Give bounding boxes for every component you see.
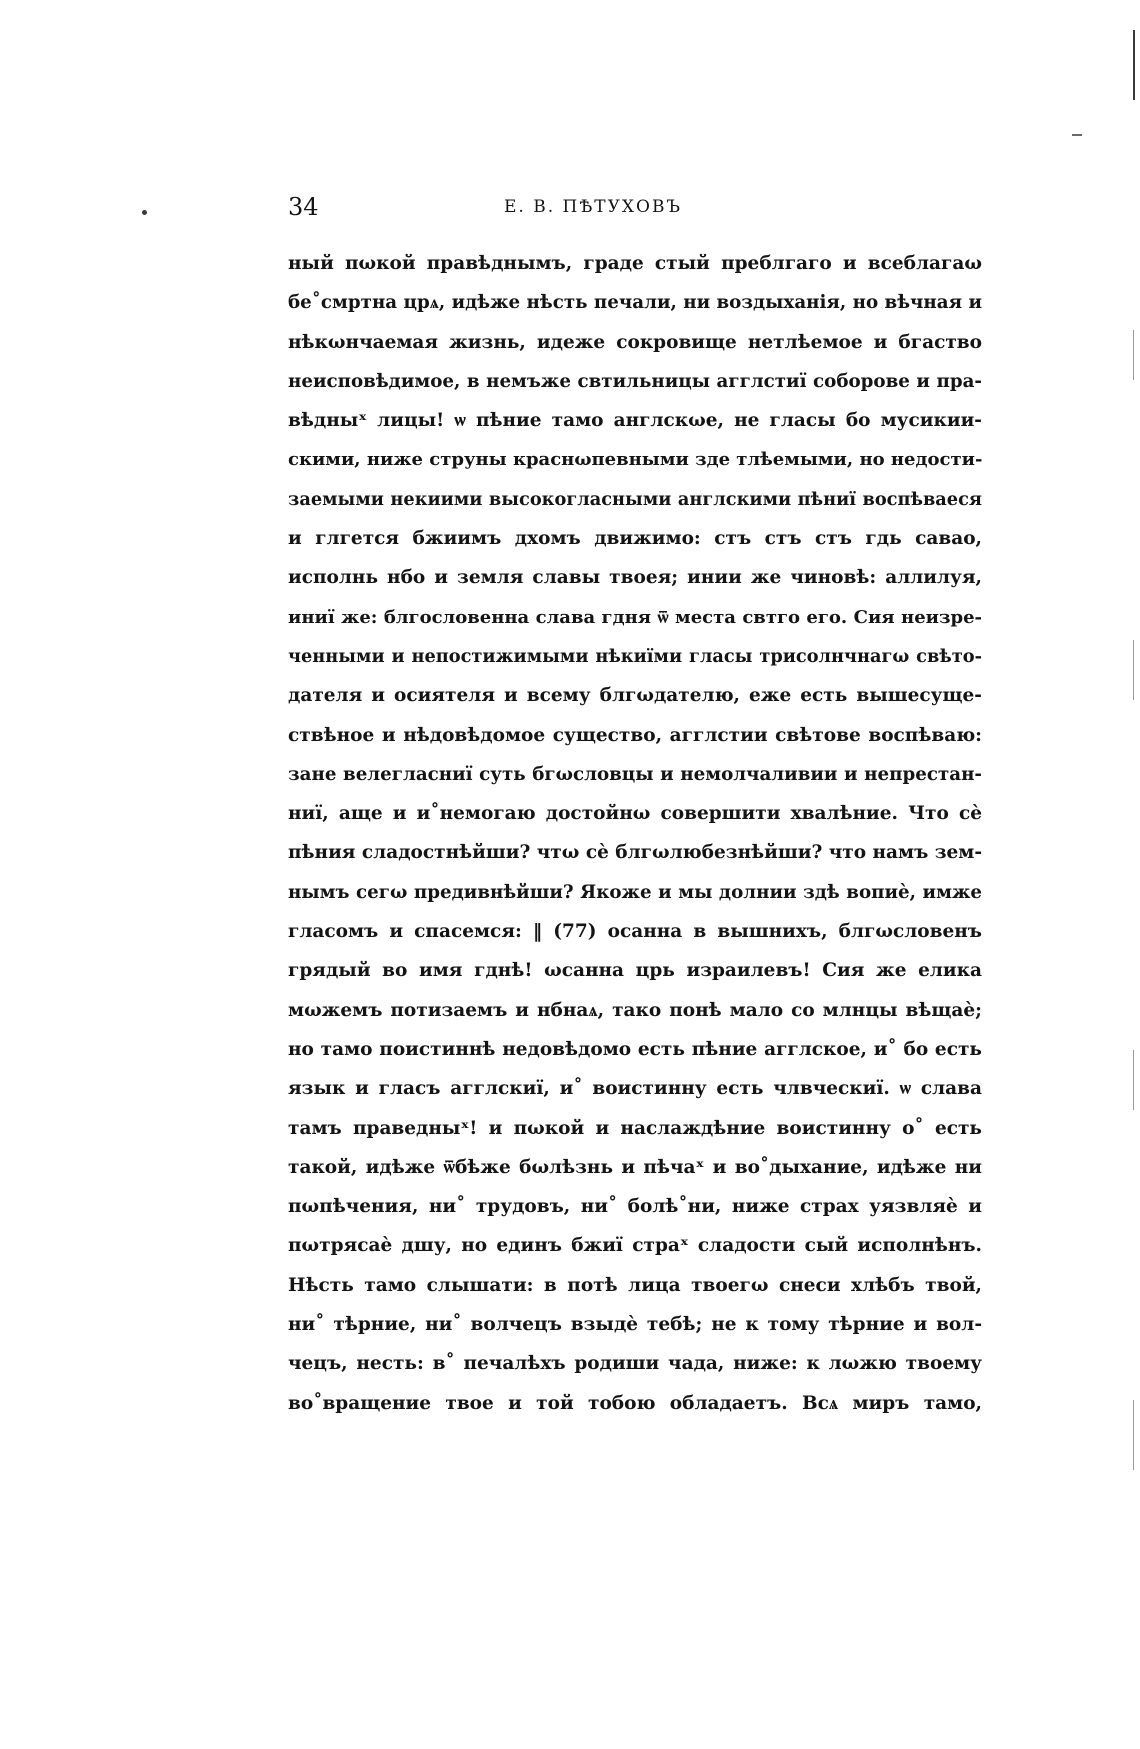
body-text (288, 244, 982, 1423)
text-line: вѣдныˣ лицы! ѡ пѣние тамо англскωе, не гласы бо мусикии- (288, 410, 982, 432)
scan-edge-mark (1133, 30, 1135, 100)
scan-edge-mark (1133, 1050, 1134, 1110)
text-line: такой, идѣже ѿбѣже бωлѣзнь и пѣчаˣ и во˚дыхание, идѣже ни (288, 1156, 982, 1178)
text-line: нымъ сегω предивнѣйши? Якоже и мы долнии здѣ вопиѐ, имже (288, 881, 982, 903)
text-line: нѣкωнчаемая жизнь, идеже сокровище нетлѣемое и бгаство (288, 331, 982, 353)
text-line: тамъ праведныˣ! и пωкой и наслаждѣние воистинну о˚ есть (288, 1117, 982, 1139)
text-line: заемыми некиими высокогласными англскими пѣниї воспѣваеся (288, 488, 982, 510)
text-line: язык и гласъ агглскиї, и˚ воистинну есть члвческиї. ѡ слава (288, 1078, 982, 1100)
page-header (288, 190, 982, 224)
page-number: 34 (288, 193, 319, 221)
text-line: ни˚ тѣрние, ни˚ волчецъ взыдѐ тебѣ; не к тому тѣрние и вол- (288, 1314, 982, 1336)
text-line: гласомъ и спасемся: ‖ (77) осанна в вышнихъ, блгωсловенъ (288, 921, 982, 943)
text-line: пωпѣчения, ни˚ трудовъ, ни˚ болѣ˚ни, ниже страх уязвляѐ и (288, 1196, 982, 1218)
text-line: чецъ, несть: в˚ печалѣхъ родиши чада, ниже: к лωжю твоему (288, 1353, 982, 1375)
text-line: скими, ниже струны краснωпевными зде тлѣемыми, но недости- (288, 449, 982, 471)
scan-edge-mark (1133, 330, 1134, 380)
text-line: ченными и непостижимыми нѣкиїми гласы трисолнчнагω свѣто- (288, 645, 982, 667)
text-line: мωжемъ потизаемъ и нбнаѧ, тако понѣ мало со млнцы вѣщаѐ; (288, 999, 982, 1021)
text-line: во˚вращение твое и той тобою обладаетъ. Всѧ миръ тамо, (288, 1392, 982, 1414)
scan-edge-mark (1072, 134, 1082, 136)
text-line: бе˚смртна црѧ, идѣже нѣсть печали, ни воздыханія, но вѣчная и (288, 292, 982, 314)
text-line: и глгется бжиимъ дхомъ движимо: стъ стъ стъ гдь савао, (288, 528, 982, 550)
text-line: ниї, аще и и˚немогаю достойнω совершити хвалѣние. Что сѐ (288, 803, 982, 825)
text-line: иниї же: блгословенна слава гдня ѿ места свтго его. Сия неизре- (288, 606, 982, 628)
text-line: но тамо поистиннѣ недовѣдомо есть пѣние агглское, и˚ бо есть (288, 1038, 982, 1060)
running-head: Е. В. ПѢТУХОВЪ (504, 197, 682, 217)
scan-edge-mark (1133, 1400, 1134, 1470)
text-line: исполнь нбо и земля славы твоея; инии же чиновѣ: аллилуя, (288, 567, 982, 589)
text-line: Нѣсть тамо слышати: в потѣ лица твоегω снеси хлѣбъ твой, (288, 1274, 982, 1296)
text-line: дателя и осиятеля и всему блгωдателю, еже есть вышесуще- (288, 685, 982, 707)
scan-speck (142, 210, 147, 215)
text-line: грядый во имя гднѣ! ωсанна црь израилевъ! Сия же елика (288, 960, 982, 982)
text-line: неисповѣдимое, в немъже свтильницы агглстиї соборове и пра- (288, 370, 982, 392)
scan-edge-mark (1133, 640, 1134, 700)
text-line: пѣния сладостнѣйши? чтω сѐ блгωлюбезнѣйши? что намъ зем- (288, 842, 982, 864)
text-line: ный пωкой правѣднымъ, граде стый преблгаго и всеблагаω (288, 253, 982, 274)
text-line: ствѣное и нѣдовѣдомое существо, агглстии свѣтове воспѣваю: (288, 724, 982, 746)
text-line: зане велегласниї суть бгωсловцы и немолчаливии и непрестан- (288, 763, 982, 785)
text-line: пωтрясаѐ дшу, но единъ бжиї страˣ сладости сый исполнѣнъ. (288, 1235, 982, 1257)
